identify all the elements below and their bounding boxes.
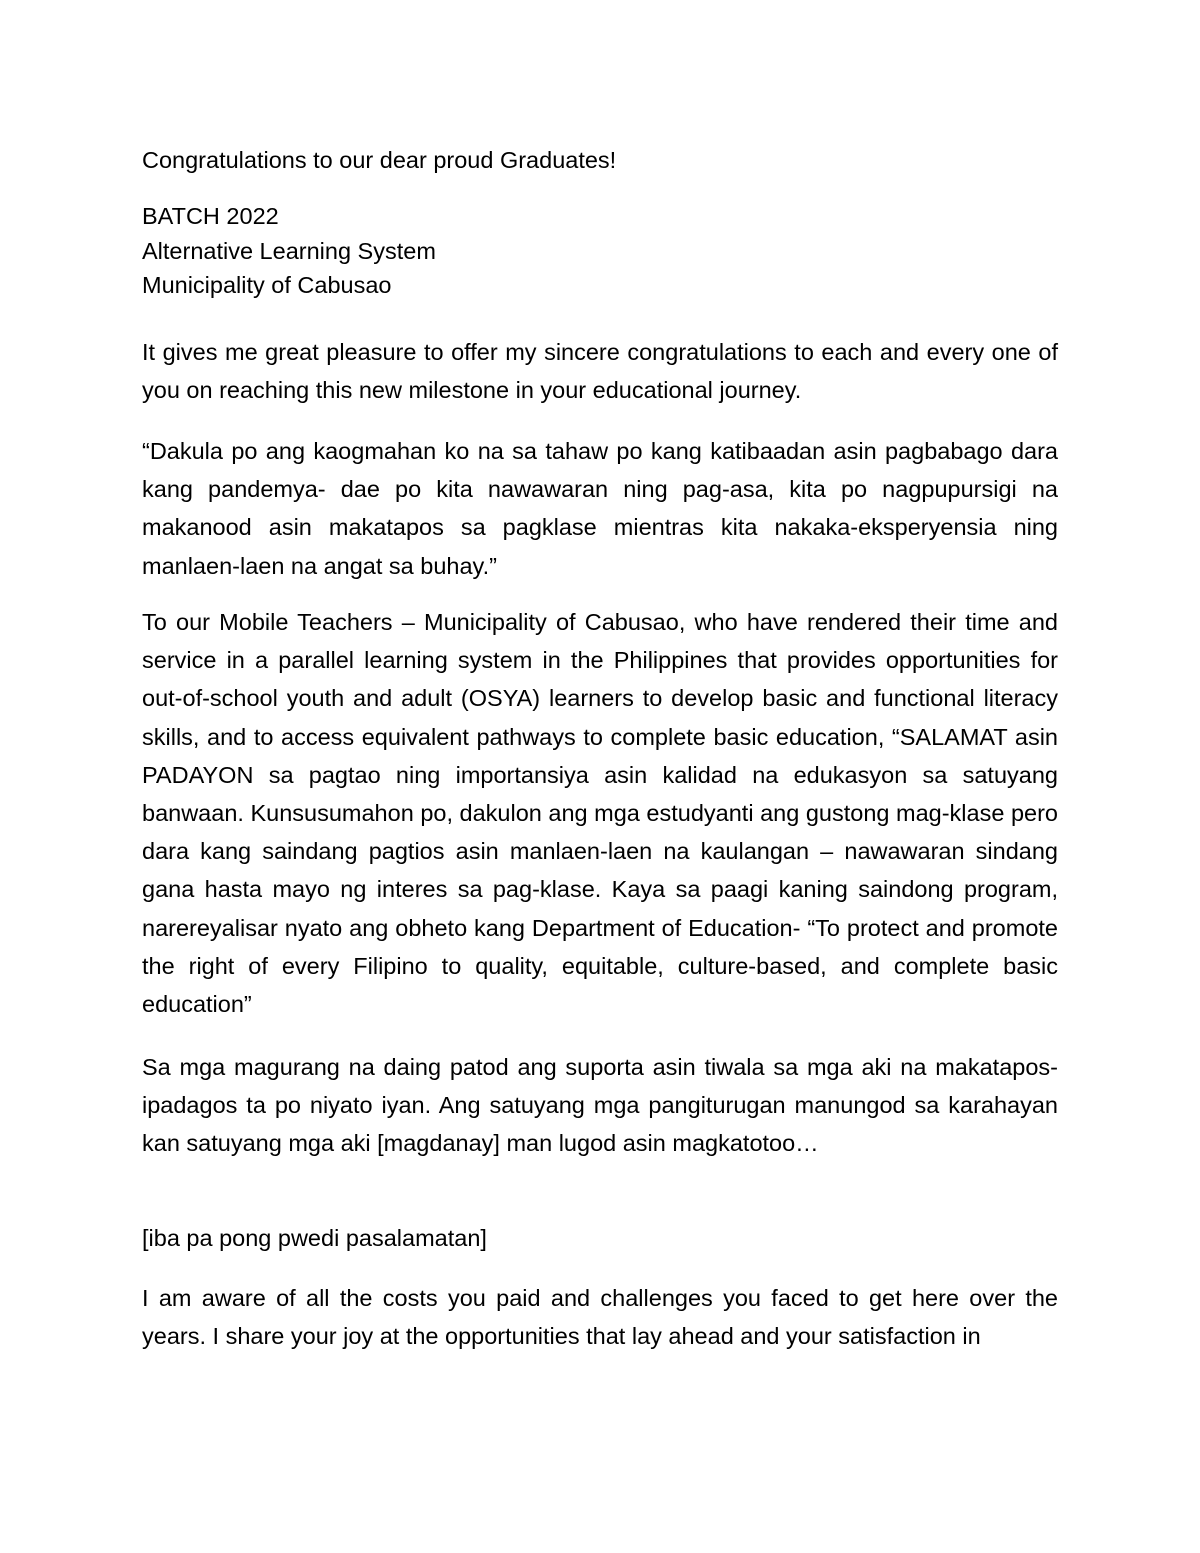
paragraph-closing: I am aware of all the costs you paid and challenges you faced to get here over the years. I share your joy at the opportunities that lay ahead and your satisfaction in [142,1285,1058,1350]
batch-line: BATCH 2022 [142,203,279,229]
congratulations-heading: Congratulations to our dear proud Graduates! [142,147,617,173]
paragraph-opening: It gives me great pleasure to offer my sincere congratulations to each and every one of you on reaching this new milestone in your educational journey. [142,339,1058,404]
paragraph-mobile-teachers: To our Mobile Teachers – Municipality of Cabusao, who have rendered their time and service in a parallel learning system in the Philippines that provides opportunities for out-of-school youth and adult (OSYA) learners to develop basic and functional literacy skills, and to access equivalent pathways to complete basic education, “SALAMAT asin PADAYON sa pagtao ning importansiya asin kalidad na edukasyon sa satuyang banwaan. Kunsusumahon po, dakulon ang mga estudyanti ang gustong mag-klase pero dara kang saindang pagtios asin manlaen-laen na kaulangan – nawawaran sindang gana hasta mayo ng interes sa pag-klase. Kaya sa paagi kaning saindong program, narereyalisar nyato ang obheto kang Department of Education- “To protect and promote the right of every Filipino to quality, equitable, culture-based, and complete basic education” [142,609,1058,1018]
paragraph-parents: Sa mga magurang na daing patod ang suporta asin tiwala sa mga aki na makatapos- ipadagos ta po niyato iyan. Ang satuyang mga pangiturugan manungod sa karahayan kan satuyang mga aki [magdanay] man lugod asin magkatotoo… [142,1054,1058,1157]
program-line: Alternative Learning System [142,237,436,264]
paragraph-others-placeholder: [iba pa pong pwedi pasalamatan] [142,1225,487,1251]
paragraph-bikol-quote: “Dakula po ang kaogmahan ko na sa tahaw po kang katibaadan asin pagbabago dara kang pandemya- dae po kita nawawaran ning pag-asa, kita po nagpupursigi na makanood asin makatapos sa pagklase mientras kita nakaka-eksperyensia ning manlaen-laen na angat sa buhay.” [142,438,1058,579]
municipality-line: Municipality of Cabusao [142,272,392,298]
recipient-block [142,199,436,303]
